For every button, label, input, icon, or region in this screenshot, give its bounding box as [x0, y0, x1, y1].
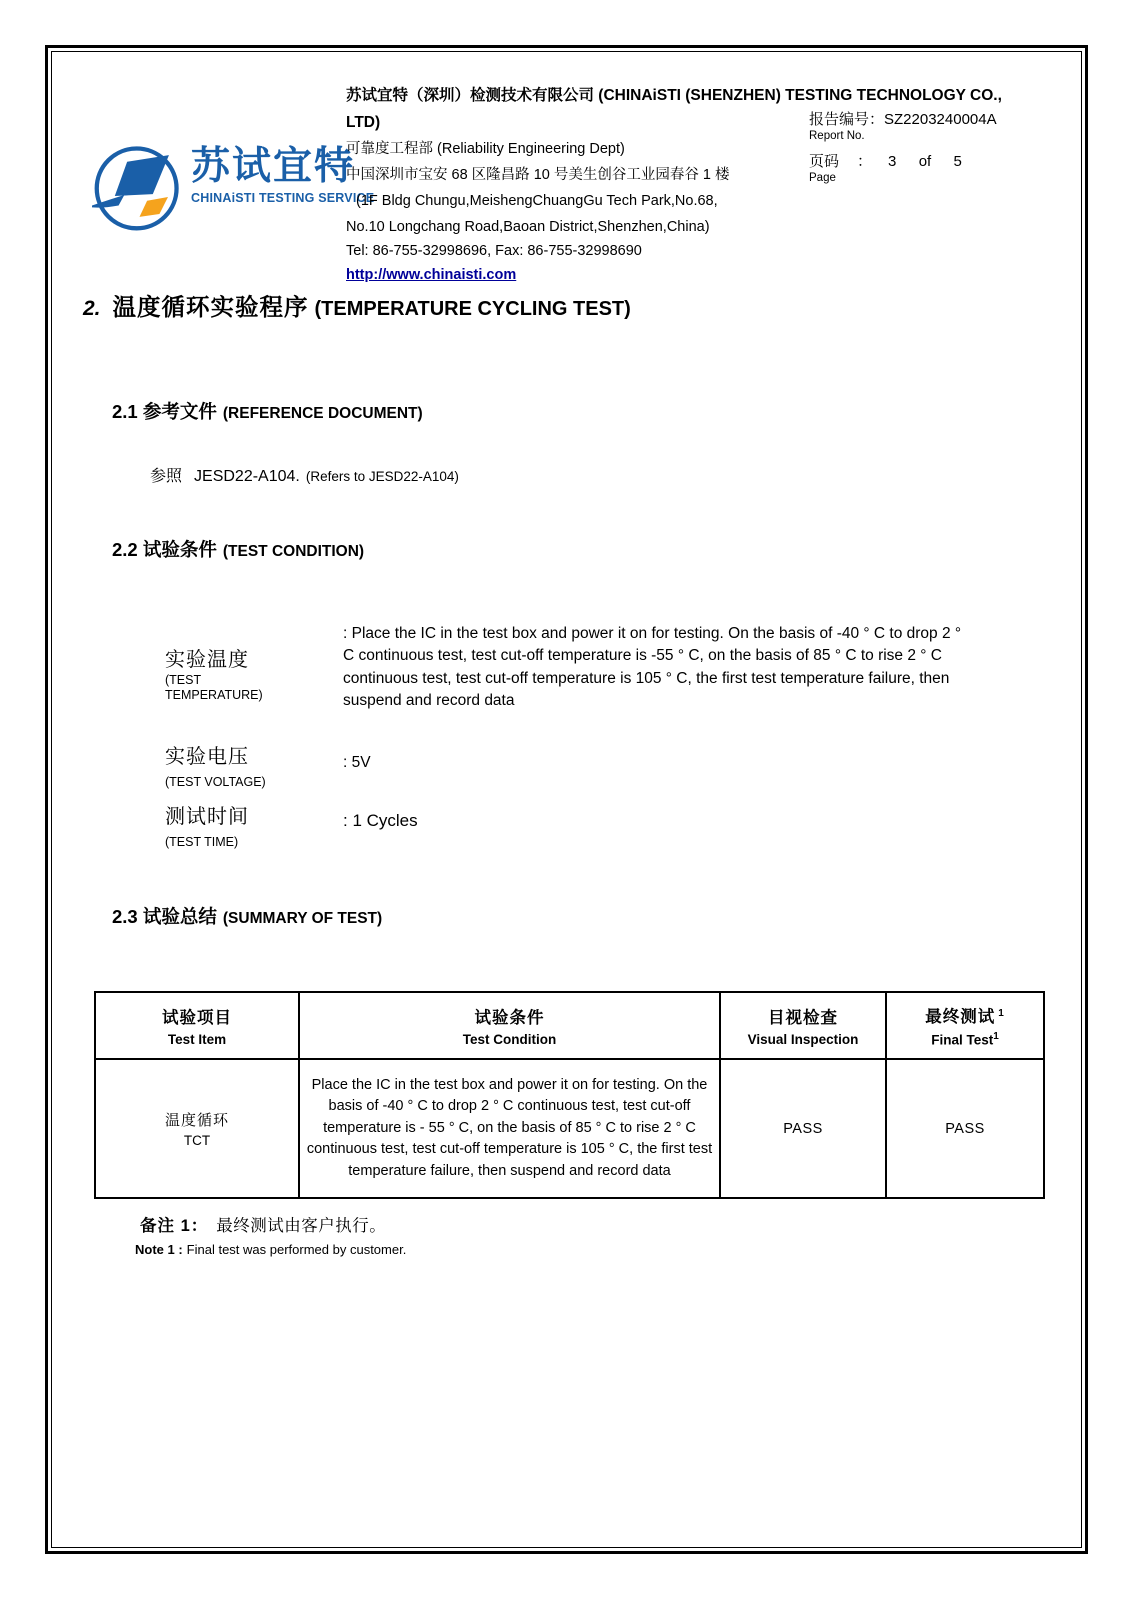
section-2-number: 2. [83, 297, 101, 320]
test-voltage-label-cn: 实验电压 [165, 746, 249, 768]
test-voltage-label-en: (TEST VOLTAGE) [165, 775, 266, 789]
report-info-block [809, 108, 1099, 186]
header-visual-inspection: 目视检查 Visual Inspection [720, 992, 886, 1059]
reference-line [150, 463, 459, 486]
page-border-frame-inner [51, 51, 1082, 1548]
cell-test-item: 温度循环 TCT [95, 1059, 299, 1198]
cell-visual-inspection: PASS [720, 1059, 886, 1198]
test-voltage-value: : 5V [343, 754, 371, 771]
section-2-1-heading [112, 398, 423, 424]
header-test-condition: 试验条件 Test Condition [299, 992, 720, 1059]
page-border-frame [45, 45, 1088, 1554]
summary-table-row [95, 1059, 1044, 1198]
note-1-cn [140, 1212, 386, 1236]
cell-final-test: PASS [886, 1059, 1044, 1198]
section-2-2-title-cn: 试验条件 [142, 539, 217, 560]
report-no-label-en: Report No. [809, 130, 865, 142]
section-2-title-cn: 温度循环实验程序 [112, 294, 309, 320]
section-2-3-number: 2.3 [112, 906, 138, 927]
note-1-cn-text: 最终测试由客户执行。 [216, 1217, 387, 1235]
header-test-item: 试验项目 Test Item [95, 992, 299, 1059]
dept-line: 可靠度工程部 (Reliability Engineering Dept) [346, 141, 625, 157]
reference-cn: 参照 [150, 468, 183, 485]
section-2-2-number: 2.2 [112, 539, 138, 560]
header-final-test: 最终测试 $^1$ Final Test$^1$ [886, 992, 1044, 1059]
section-2-1-title-en: (REFERENCE DOCUMENT) [222, 405, 423, 422]
cell-test-condition: Place the IC in the test box and power it on for testing. On the basis of -40 ° C to drop 2 ° C continuous test, test cut-off temperature is - 55 ° C, on the basis of 85 ° C to rise 2 ° C continuous test, test cut-off temperature is 105 ° C, the first test temperature failure, then suspend and record data [299, 1059, 720, 1198]
test-temperature-label-en: (TEST TEMPERATURE) [165, 673, 263, 702]
logo-cn-text: 苏试宜特 [191, 145, 356, 188]
report-no-label: 报告编号： [809, 111, 885, 128]
section-2-heading [83, 288, 631, 322]
test-time-value: : 1 Cycles [343, 811, 418, 830]
note-1-en [135, 1242, 406, 1257]
address-cn: 中国深圳市宝安 68 区隆昌路 10 号美生创谷工业园春谷 1 楼 [346, 167, 730, 183]
page-label: 页码 [809, 153, 840, 170]
section-2-1-number: 2.1 [112, 401, 138, 422]
section-2-3-heading [112, 903, 382, 929]
company-logo [92, 137, 375, 241]
test-time-label-en: (TEST TIME) [165, 835, 239, 849]
note-1-en-label: Note 1 : [135, 1242, 183, 1257]
page-label-en: Page [809, 172, 836, 184]
summary-table [94, 991, 1045, 1199]
test-time-label-cn: 测试时间 [165, 806, 249, 828]
reference-value: JESD22-A104. [194, 468, 300, 485]
company-name-line2: LTD) [346, 114, 381, 131]
test-temperature-value: : Place the IC in the test box and power it on for testing. On the basis of -40 ° C to drop 2 ° C continuous test, test cut-off temperature is -55 ° C, on the basis of 85 ° C to rise 2 ° C continuous test, test cut-off temperature is 105 ° C, the first test temperature failure, then suspend and record data [343, 625, 962, 709]
reference-en: (Refers to JESD22-A104) [305, 469, 459, 484]
logo-en-text: CHINAiSTI TESTING SERVICE [191, 191, 375, 205]
company-logo-icon [92, 137, 187, 241]
report-no-value: SZ2203240004A [884, 111, 997, 128]
section-2-2-title-en: (TEST CONDITION) [222, 543, 365, 560]
address-en-2: No.10 Longchang Road,Baoan District,Shenzhen,China) [346, 219, 710, 235]
note-1-en-text: Final test was performed by customer. [186, 1242, 407, 1257]
note-1-cn-label: 备注 1： [140, 1217, 209, 1235]
tel-fax-line: Tel: 86-755-32998696, Fax: 86-755-32998690 [346, 243, 642, 259]
page-value: 3 of 5 [888, 153, 962, 170]
section-2-1-title-cn: 参考文件 [142, 401, 217, 422]
section-2-3-title-cn: 试验总结 [142, 906, 217, 927]
section-2-2-heading [112, 536, 364, 562]
website-link[interactable]: http://www.chinaisti.com [346, 267, 517, 283]
section-2-title-en: (TEMPERATURE CYCLING TEST) [314, 298, 631, 320]
company-name-line1: 苏试宜特（深圳）检测技术有限公司 (CHINAiSTI (SHENZHEN) TESTING TECHNOLOGY CO., [346, 87, 1002, 104]
summary-table-header-row [95, 992, 1044, 1059]
address-en-1: (1F Bldg Chungu,MeishengChuangGu Tech Park,No.68, [356, 193, 718, 209]
section-2-3-title-en: (SUMMARY OF TEST) [222, 910, 383, 927]
page-colon: ： [857, 153, 873, 170]
test-temperature-label-cn: 实验温度 [165, 649, 249, 671]
